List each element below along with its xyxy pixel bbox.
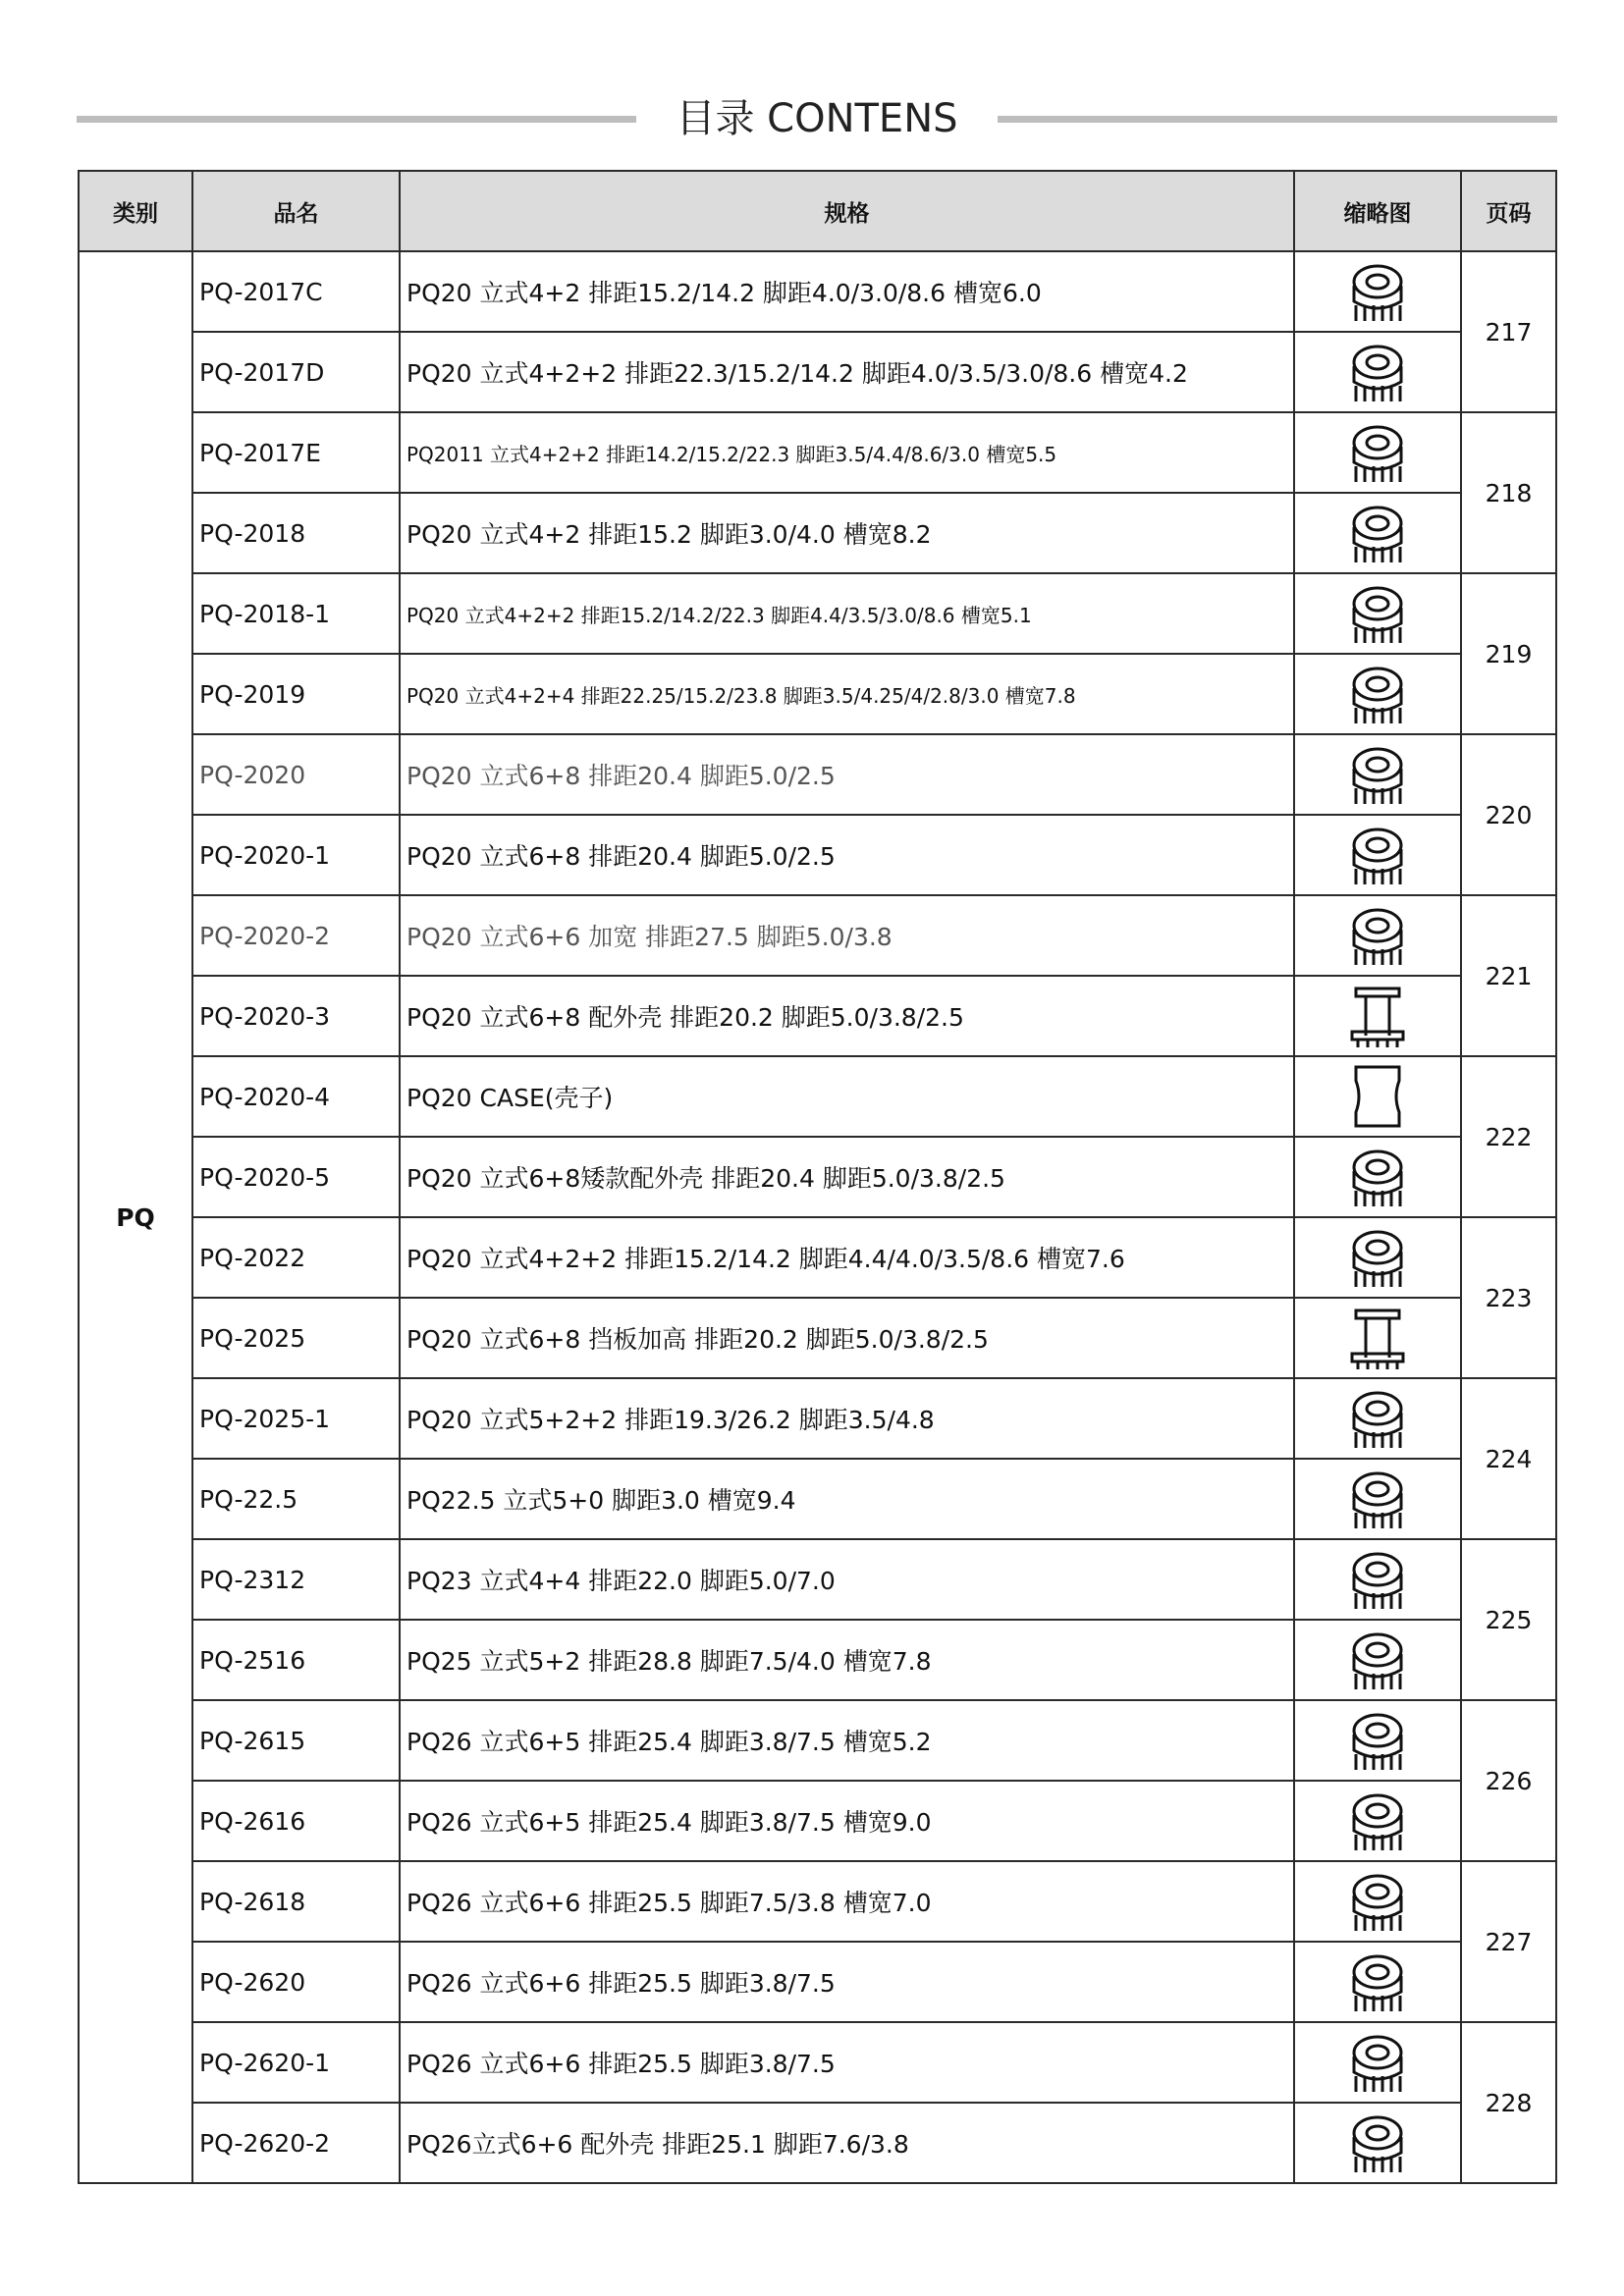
thumbnail-cell — [1294, 1861, 1461, 1942]
thumbnail-cell — [1294, 412, 1461, 493]
thumbnail-cell — [1294, 1056, 1461, 1137]
table-row — [79, 1056, 1556, 1137]
product-spec: PQ23 立式4+4 排距22.0 脚距5.0/7.0 — [400, 1539, 1294, 1620]
column-header-category: 类别 — [79, 171, 192, 251]
product-spec: PQ26 立式6+5 排距25.4 脚距3.8/7.5 槽宽5.2 — [400, 1700, 1294, 1781]
thumbnail-cell — [1294, 573, 1461, 654]
header-rule-left — [77, 116, 636, 123]
table-body — [79, 251, 1556, 2183]
thumbnail-cell — [1294, 976, 1461, 1056]
product-spec: PQ26 立式6+6 排距25.5 脚距3.8/7.5 — [400, 1942, 1294, 2022]
page-number: 226 — [1461, 1700, 1556, 1861]
product-code: PQ-2616 — [192, 1781, 400, 1861]
product-code: PQ-2620 — [192, 1942, 400, 2022]
product-code: PQ-2020 — [192, 734, 400, 815]
bobbin-icon — [1342, 1705, 1413, 1776]
table-row — [79, 734, 1556, 815]
table-row — [79, 1700, 1556, 1781]
table-row — [79, 1539, 1556, 1620]
bobbin-icon — [1342, 1625, 1413, 1695]
thumbnail-cell — [1294, 332, 1461, 412]
product-spec: PQ20 CASE(壳子) — [400, 1056, 1294, 1137]
bobbin-icon — [1342, 659, 1413, 729]
page-number: 219 — [1461, 573, 1556, 734]
product-code: PQ-2516 — [192, 1620, 400, 1700]
product-code: PQ-2020-5 — [192, 1137, 400, 1217]
page-number: 223 — [1461, 1217, 1556, 1378]
product-spec: PQ20 立式6+8 排距20.4 脚距5.0/2.5 — [400, 815, 1294, 895]
thumbnail-cell — [1294, 1459, 1461, 1539]
bobbin-icon — [1342, 256, 1413, 327]
product-code: PQ-2025-1 — [192, 1378, 400, 1459]
thumbnail-cell — [1294, 1781, 1461, 1861]
product-spec: PQ20 立式6+8矮款配外壳 排距20.4 脚距5.0/3.8/2.5 — [400, 1137, 1294, 1217]
bobbin-icon — [1342, 1947, 1413, 2017]
table-row — [79, 1620, 1556, 1700]
table-row — [79, 251, 1556, 332]
thumbnail-cell — [1294, 734, 1461, 815]
table-row — [79, 1861, 1556, 1942]
thumbnail-cell — [1294, 654, 1461, 734]
product-code: PQ-2620-2 — [192, 2103, 400, 2183]
bobbin-icon — [1342, 578, 1413, 649]
table-row — [79, 493, 1556, 573]
table-row — [79, 1217, 1556, 1298]
case-icon — [1342, 1061, 1413, 1132]
table-row — [79, 1942, 1556, 2022]
product-spec: PQ20 立式4+2 排距15.2 脚距3.0/4.0 槽宽8.2 — [400, 493, 1294, 573]
product-code: PQ-2620-1 — [192, 2022, 400, 2103]
page-number: 220 — [1461, 734, 1556, 895]
table-row — [79, 1459, 1556, 1539]
bobbin-icon — [1342, 1464, 1413, 1534]
bobbin-icon — [1342, 900, 1413, 971]
column-header-spec: 规格 — [400, 171, 1294, 251]
bobbin-icon — [1342, 417, 1413, 488]
page-number: 217 — [1461, 251, 1556, 412]
product-code: PQ-2017E — [192, 412, 400, 493]
product-code: PQ-2018 — [192, 493, 400, 573]
table-row — [79, 1781, 1556, 1861]
column-header-name: 品名 — [192, 171, 400, 251]
product-spec: PQ26立式6+6 配外壳 排距25.1 脚距7.6/3.8 — [400, 2103, 1294, 2183]
thumbnail-cell — [1294, 895, 1461, 976]
thumbnail-cell — [1294, 2022, 1461, 2103]
thumbnail-cell — [1294, 251, 1461, 332]
page-number: 224 — [1461, 1378, 1556, 1539]
table-row — [79, 332, 1556, 412]
table-row — [79, 654, 1556, 734]
thumbnail-cell — [1294, 1942, 1461, 2022]
product-code: PQ-22.5 — [192, 1459, 400, 1539]
table-row — [79, 573, 1556, 654]
frame-icon — [1342, 981, 1413, 1051]
header-rule-right — [998, 116, 1557, 123]
page-title: 目录 CONTENS — [676, 96, 958, 141]
bobbin-icon — [1342, 739, 1413, 810]
product-spec: PQ20 立式6+8 配外壳 排距20.2 脚距5.0/3.8/2.5 — [400, 976, 1294, 1056]
frame-icon — [1342, 1303, 1413, 1373]
bobbin-icon — [1342, 1866, 1413, 1937]
product-spec: PQ20 立式4+2+4 排距22.25/15.2/23.8 脚距3.5/4.25/4/2.8/3.0 槽宽7.8 — [400, 654, 1294, 734]
page-number: 227 — [1461, 1861, 1556, 2022]
product-code: PQ-2020-1 — [192, 815, 400, 895]
product-code: PQ-2615 — [192, 1700, 400, 1781]
table-row — [79, 976, 1556, 1056]
bobbin-icon — [1342, 1222, 1413, 1293]
product-code: PQ-2020-4 — [192, 1056, 400, 1137]
bobbin-icon — [1342, 1142, 1413, 1212]
thumbnail-cell — [1294, 815, 1461, 895]
product-spec: PQ20 立式5+2+2 排距19.3/26.2 脚距3.5/4.8 — [400, 1378, 1294, 1459]
product-code: PQ-2017C — [192, 251, 400, 332]
page-number: 218 — [1461, 412, 1556, 573]
product-code: PQ-2020-3 — [192, 976, 400, 1056]
bobbin-icon — [1342, 820, 1413, 890]
bobbin-icon — [1342, 1383, 1413, 1454]
product-spec: PQ22.5 立式5+0 脚距3.0 槽宽9.4 — [400, 1459, 1294, 1539]
product-spec: PQ25 立式5+2 排距28.8 脚距7.5/4.0 槽宽7.8 — [400, 1620, 1294, 1700]
bobbin-icon — [1342, 1544, 1413, 1615]
thumbnail-cell — [1294, 1539, 1461, 1620]
product-code: PQ-2019 — [192, 654, 400, 734]
product-spec: PQ20 立式6+6 加宽 排距27.5 脚距5.0/3.8 — [400, 895, 1294, 976]
thumbnail-cell — [1294, 1217, 1461, 1298]
thumbnail-cell — [1294, 2103, 1461, 2183]
page-number: 221 — [1461, 895, 1556, 1056]
table-row — [79, 815, 1556, 895]
table-row — [79, 895, 1556, 976]
table-row — [79, 2103, 1556, 2183]
table-row — [79, 1137, 1556, 1217]
product-code: PQ-2025 — [192, 1298, 400, 1378]
category-cell: PQ — [79, 251, 192, 2183]
product-spec: PQ20 立式4+2 排距15.2/14.2 脚距4.0/3.0/8.6 槽宽6.0 — [400, 251, 1294, 332]
column-header-page: 页码 — [1461, 171, 1556, 251]
table-row — [79, 1378, 1556, 1459]
table-header-row — [79, 171, 1556, 251]
contents-table — [78, 170, 1557, 2184]
product-code: PQ-2018-1 — [192, 573, 400, 654]
product-code: PQ-2022 — [192, 1217, 400, 1298]
product-spec: PQ2011 立式4+2+2 排距14.2/15.2/22.3 脚距3.5/4.4/8.6/3.0 槽宽5.5 — [400, 412, 1294, 493]
product-code: PQ-2312 — [192, 1539, 400, 1620]
bobbin-icon — [1342, 2108, 1413, 2178]
product-code: PQ-2020-2 — [192, 895, 400, 976]
thumbnail-cell — [1294, 1137, 1461, 1217]
product-spec: PQ26 立式6+6 排距25.5 脚距3.8/7.5 — [400, 2022, 1294, 2103]
product-spec: PQ20 立式6+8 挡板加高 排距20.2 脚距5.0/3.8/2.5 — [400, 1298, 1294, 1378]
table-row — [79, 1298, 1556, 1378]
product-spec: PQ26 立式6+6 排距25.5 脚距7.5/3.8 槽宽7.0 — [400, 1861, 1294, 1942]
bobbin-icon — [1342, 1786, 1413, 1856]
product-code: PQ-2618 — [192, 1861, 400, 1942]
page-header — [77, 94, 1557, 143]
product-spec: PQ20 立式4+2+2 排距15.2/14.2/22.3 脚距4.4/3.5/3.0/8.6 槽宽5.1 — [400, 573, 1294, 654]
column-header-thumbnail: 缩略图 — [1294, 171, 1461, 251]
product-spec: PQ26 立式6+5 排距25.4 脚距3.8/7.5 槽宽9.0 — [400, 1781, 1294, 1861]
thumbnail-cell — [1294, 1298, 1461, 1378]
bobbin-icon — [1342, 498, 1413, 568]
table-row — [79, 2022, 1556, 2103]
product-spec: PQ20 立式4+2+2 排距15.2/14.2 脚距4.4/4.0/3.5/8.6 槽宽7.6 — [400, 1217, 1294, 1298]
bobbin-icon — [1342, 337, 1413, 407]
thumbnail-cell — [1294, 493, 1461, 573]
thumbnail-cell — [1294, 1620, 1461, 1700]
product-spec: PQ20 立式6+8 排距20.4 脚距5.0/2.5 — [400, 734, 1294, 815]
thumbnail-cell — [1294, 1700, 1461, 1781]
page-number: 222 — [1461, 1056, 1556, 1217]
product-spec: PQ20 立式4+2+2 排距22.3/15.2/14.2 脚距4.0/3.5/3.0/8.6 槽宽4.2 — [400, 332, 1294, 412]
table-row — [79, 412, 1556, 493]
bobbin-icon — [1342, 2027, 1413, 2098]
product-code: PQ-2017D — [192, 332, 400, 412]
page-number: 228 — [1461, 2022, 1556, 2183]
thumbnail-cell — [1294, 1378, 1461, 1459]
page-number: 225 — [1461, 1539, 1556, 1700]
